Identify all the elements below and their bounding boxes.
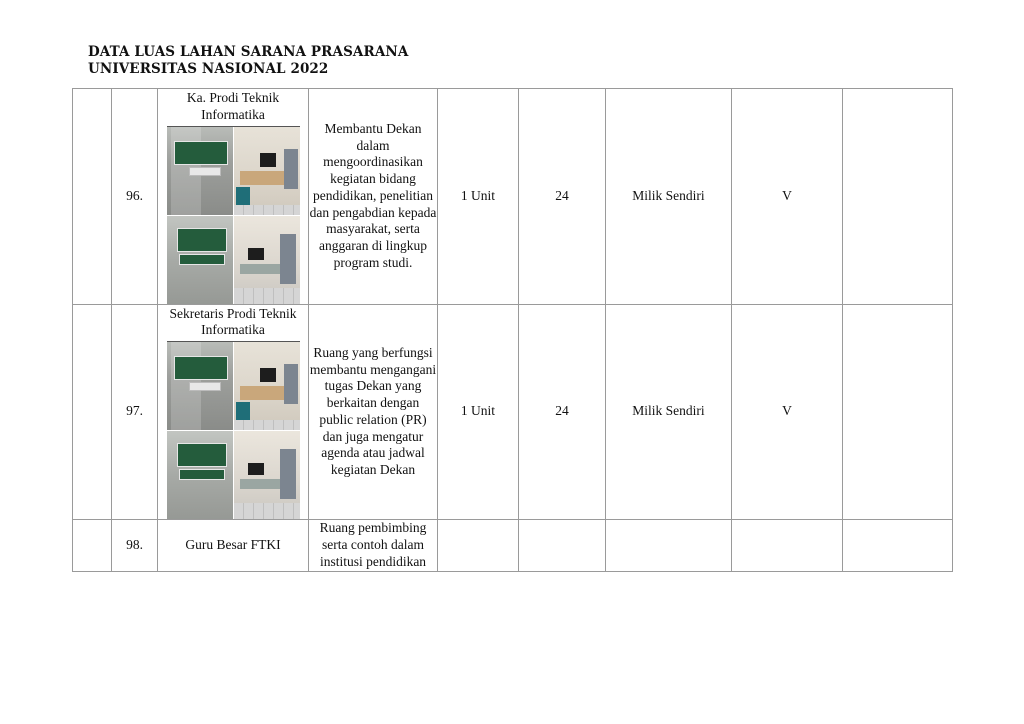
room-name: Guru Besar FTKI — [158, 520, 309, 571]
table-row — [73, 89, 953, 305]
table-row — [73, 520, 953, 571]
area-cell: 24 — [519, 304, 606, 520]
extra-cell — [843, 89, 953, 305]
ownership-cell: Milik Sendiri — [606, 89, 732, 305]
row-number: 98. — [112, 520, 158, 571]
blank-cell — [73, 304, 112, 520]
photo-door-sign — [167, 342, 233, 430]
extra-cell — [843, 520, 953, 571]
photo-sign-closeup — [167, 216, 233, 304]
check-cell: V — [732, 304, 843, 520]
title-line-2: UNIVERSITAS NASIONAL 2022 — [88, 61, 329, 77]
room-cell — [158, 304, 309, 520]
unit-cell — [438, 520, 519, 571]
blank-cell — [73, 520, 112, 571]
room-cell — [158, 89, 309, 305]
extra-cell — [843, 304, 953, 520]
check-cell: V — [732, 89, 843, 305]
check-cell — [732, 520, 843, 571]
room-photo — [167, 126, 300, 304]
room-photo — [167, 341, 300, 519]
photo-sign-closeup — [167, 431, 233, 519]
table-row — [73, 304, 953, 520]
unit-cell: 1 Unit — [438, 89, 519, 305]
area-cell: 24 — [519, 89, 606, 305]
room-name: Sekretaris Prodi Teknik Informatika — [169, 305, 297, 338]
row-number: 96. — [112, 89, 158, 305]
title-line-1: DATA LUAS LAHAN SARANA PRASARANA — [88, 44, 409, 60]
photo-door-sign — [167, 127, 233, 215]
ownership-cell: Milik Sendiri — [606, 304, 732, 520]
description-cell: Membantu Dekan dalam mengoordinasikan kegiatan bidang pendidikan, penelitian dan pengabdian kepada masyarakat, serta anggaran di lingkup program studi. — [309, 89, 438, 305]
facility-table — [72, 88, 953, 572]
photo-office-desk — [234, 342, 300, 430]
document-title — [88, 44, 408, 78]
photo-office-desk — [234, 127, 300, 215]
row-number: 97. — [112, 304, 158, 520]
unit-cell: 1 Unit — [438, 304, 519, 520]
area-cell — [519, 520, 606, 571]
room-name: Ka. Prodi Teknik Informatika — [186, 90, 280, 122]
photo-office-corner — [234, 431, 300, 519]
blank-cell — [73, 89, 112, 305]
ownership-cell — [606, 520, 732, 571]
photo-office-corner — [234, 216, 300, 304]
description-cell: Ruang yang berfungsi membantu mengangani tugas Dekan yang berkaitan dengan public relation (PR) dan juga mengatur agenda atau jadwal kegiatan Dekan — [309, 304, 438, 520]
description-cell: Ruang pembimbing serta contoh dalam institusi pendidikan — [309, 520, 438, 571]
